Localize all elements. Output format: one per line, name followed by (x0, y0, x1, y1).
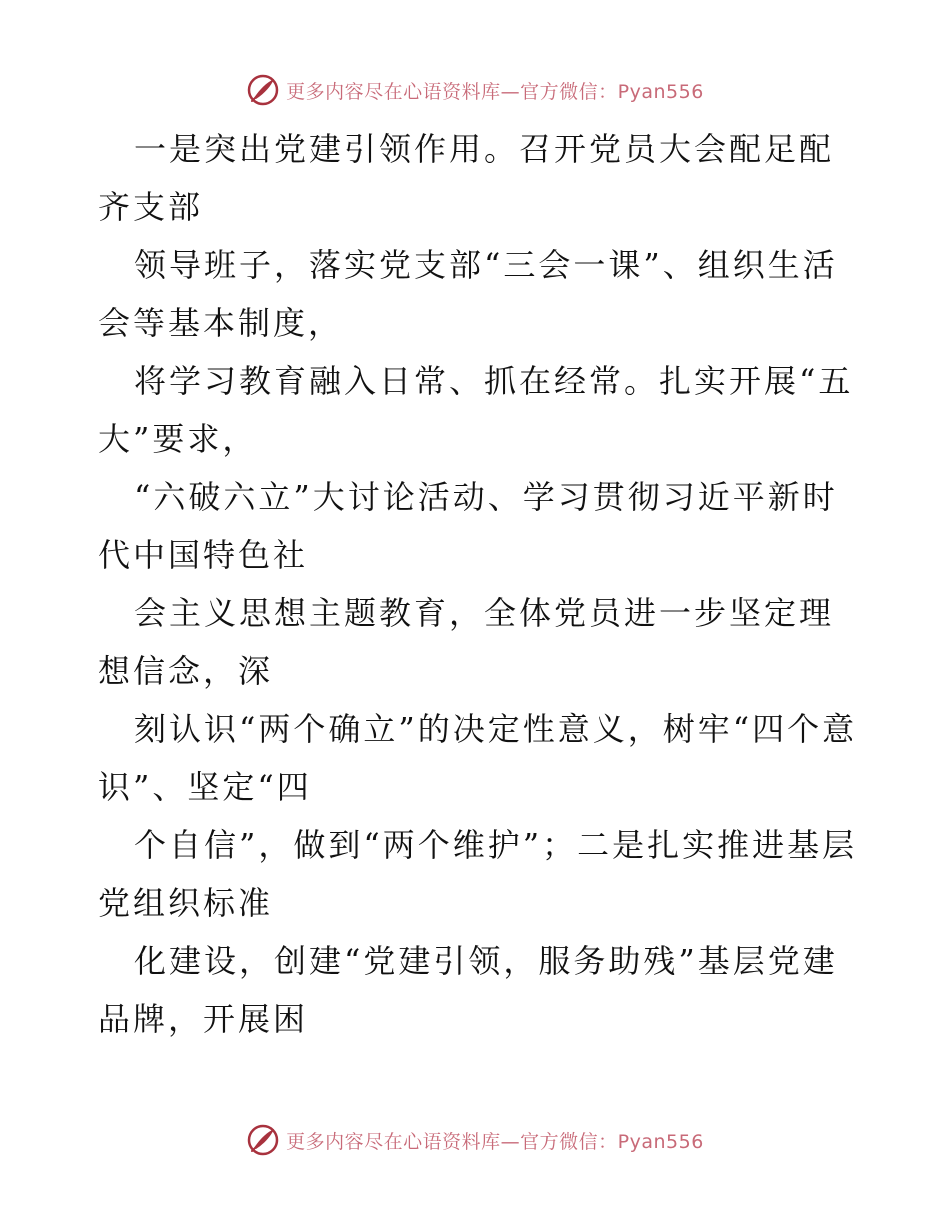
paragraph: 化建设，创建“党建引领，服务助残”基层党建品牌，开展困 (98, 942, 838, 1038)
header-banner-text: 更多内容尽在心语资料库—官方微信：Pyan556 (286, 80, 704, 103)
paragraph: 刻认识“两个确立”的决定性意义，树牢“四个意识”、坚定“四 (98, 710, 858, 806)
paragraph: 领导班子，落实党支部“三会一课”、组织生活会等基本制度， (98, 246, 838, 342)
header-banner (0, 70, 950, 110)
paragraph: 个自信”，做到“两个维护”；二是扎实推进基层党组织标准 (98, 826, 858, 922)
paragraph: “六破六立”大讨论活动、学习贯彻习近平新时代中国特色社 (98, 478, 838, 574)
document-body (98, 120, 858, 1048)
paragraph: 将学习教育融入日常、抓在经常。扎实开展“五大”要求， (98, 362, 854, 458)
paragraph: 会主义思想主题教育，全体党员进一步坚定理想信念，深 (98, 594, 835, 690)
feather-pen-logo-icon (246, 1123, 280, 1157)
footer-banner (0, 1120, 950, 1160)
footer-banner-text: 更多内容尽在心语资料库—官方微信：Pyan556 (286, 1130, 704, 1153)
paragraph: 一是突出党建引领作用。召开党员大会配足配齐支部 (98, 130, 835, 226)
feather-pen-logo-icon (246, 73, 280, 107)
